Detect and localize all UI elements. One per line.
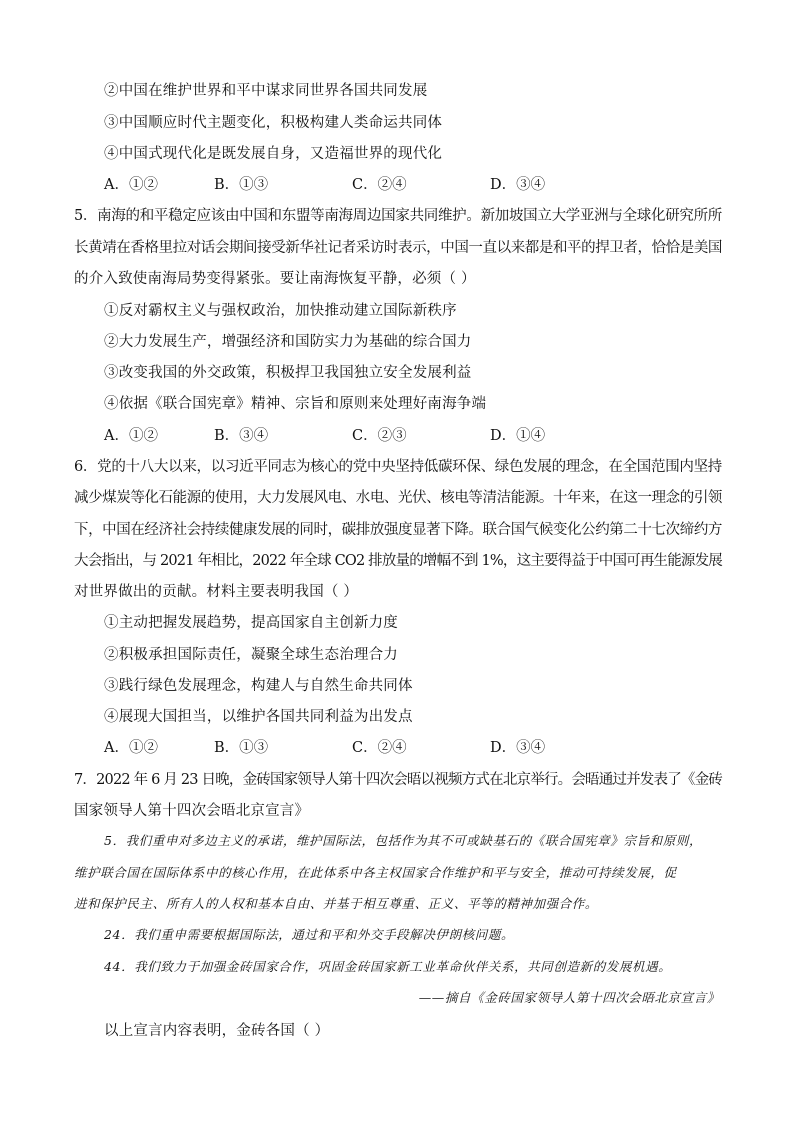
q5-option-3: ③改变我国的外交政策，积极捍卫我国独立安全发展利益 xyxy=(104,365,472,381)
quote-line-2: 维护联合国在国际体系中的核心作用，在此体系中各主权国家合作维护和平与安全，推动可持续发展，促 xyxy=(74,865,677,880)
q4-option-4: ④中国式现代化是既发展自身，又造福世界的现代化 xyxy=(104,146,443,162)
quote-line-1: 5．我们重申对多边主义的承诺，维护国际法，包括作为其不可或缺基石的《联合国宪章》宗旨和原则， xyxy=(104,833,703,848)
quote-line-5: 44．我们致力于加强金砖国家合作，巩固金砖国家新工业革命伙伴关系，共同创造新的发展机遇。 xyxy=(104,959,672,974)
q6-stem-line-3: 下，中国在经济社会持续健康发展的同时，碳排放强度显著下降。联合国气候变化公约第二十七次缔约方 xyxy=(74,522,722,538)
q5-option-1: ①反对霸权主义与强权政治，加快推动建立国际新秩序 xyxy=(104,303,457,319)
q4-choices xyxy=(104,175,664,195)
q6-stem-line-2: 减少煤炭等化石能源的使用，大力发展风电、水电、光伏、核电等清洁能源。十年来，在这一理念的引领 xyxy=(74,490,722,506)
q4-choice-b[interactable]: B．①③ xyxy=(214,177,269,193)
q5-stem-line-1: 5．南海的和平稳定应该由中国和东盟等南海周边国家共同维护。新加坡国立大学亚洲与全球化研究所所 xyxy=(74,208,722,224)
q4-option-2: ②中国在维护世界和平中谋求同世界各国共同发展 xyxy=(104,83,428,99)
q4-choice-d[interactable]: D．③④ xyxy=(490,177,546,193)
quote-source: ——摘自《金砖国家领导人第十四次会晤北京宣言》 xyxy=(418,990,720,1005)
q6-option-2: ②积极承担国际责任，凝聚全球生态治理合力 xyxy=(104,647,398,663)
q6-choices xyxy=(104,738,664,758)
q4-choice-c[interactable]: C．②④ xyxy=(352,177,407,193)
q5-choice-c[interactable]: C．②③ xyxy=(352,428,407,444)
q5-choice-d[interactable]: D．①④ xyxy=(490,428,546,444)
q6-choice-b[interactable]: B．①③ xyxy=(214,740,269,756)
q5-choices xyxy=(104,426,664,446)
q5-option-2: ②大力发展生产，增强经济和国防实力为基础的综合国力 xyxy=(104,334,472,350)
q5-choice-b[interactable]: B．③④ xyxy=(214,428,269,444)
q4-choice-a[interactable]: A．①② xyxy=(104,177,158,193)
q5-choice-a[interactable]: A．①② xyxy=(104,428,158,444)
q6-option-4: ④展现大国担当，以维护各国共同利益为出发点 xyxy=(104,709,413,725)
q6-stem-line-4: 大会指出，与 2021 年相比，2022 年全球 CO2 排放量的增幅不到 1%，这主要得益于中国可再生能源发展 xyxy=(74,553,722,569)
q6-choice-a[interactable]: A．①② xyxy=(104,740,158,756)
q6-choice-d[interactable]: D．③④ xyxy=(490,740,546,756)
q5-option-4: ④依据《联合国宪章》精神、宗旨和原则来处理好南海争端 xyxy=(104,396,487,412)
q6-choice-c[interactable]: C．②④ xyxy=(352,740,407,756)
quote-line-3: 进和保护民主、所有人的人权和基本自由、并基于相互尊重、正义、平等的精神加强合作。 xyxy=(74,896,599,911)
q7-stem-line-2: 国家领导人第十四次会晤北京宣言》 xyxy=(74,803,310,819)
quote-line-4: 24．我们重申需要根据国际法，通过和平和外交手段解决伊朗核问题。 xyxy=(104,927,515,942)
q5-stem-line-3: 的介入致使南海局势变得紧张。要让南海恢复平静，必须（ ） xyxy=(74,271,476,287)
q6-option-1: ①主动把握发展趋势，提高国家自主创新力度 xyxy=(104,615,398,631)
q5-stem-line-2: 长黄靖在香格里拉对话会期间接受新华社记者采访时表示，中国一直以来都是和平的捍卫者，恰恰是美国 xyxy=(74,240,722,256)
q7-question: 以上宣言内容表明，金砖各国（ ） xyxy=(104,1023,330,1039)
q4-option-3: ③中国顺应时代主题变化，积极构建人类命运共同体 xyxy=(104,115,443,131)
q6-option-3: ③践行绿色发展理念，构建人与自然生命共同体 xyxy=(104,678,413,694)
q6-stem-line-1: 6．党的十八大以来，以习近平同志为核心的党中央坚持低碳环保、绿色发展的理念，在全国范围内坚持 xyxy=(74,459,722,475)
q7-stem-line-1: 7．2022 年 6 月 23 日晚，金砖国家领导人第十四次会晤以视频方式在北京举行。会晤通过并发表了《金砖 xyxy=(74,772,722,788)
q6-stem-line-5: 对世界做出的贡献。材料主要表明我国（ ） xyxy=(74,584,359,600)
